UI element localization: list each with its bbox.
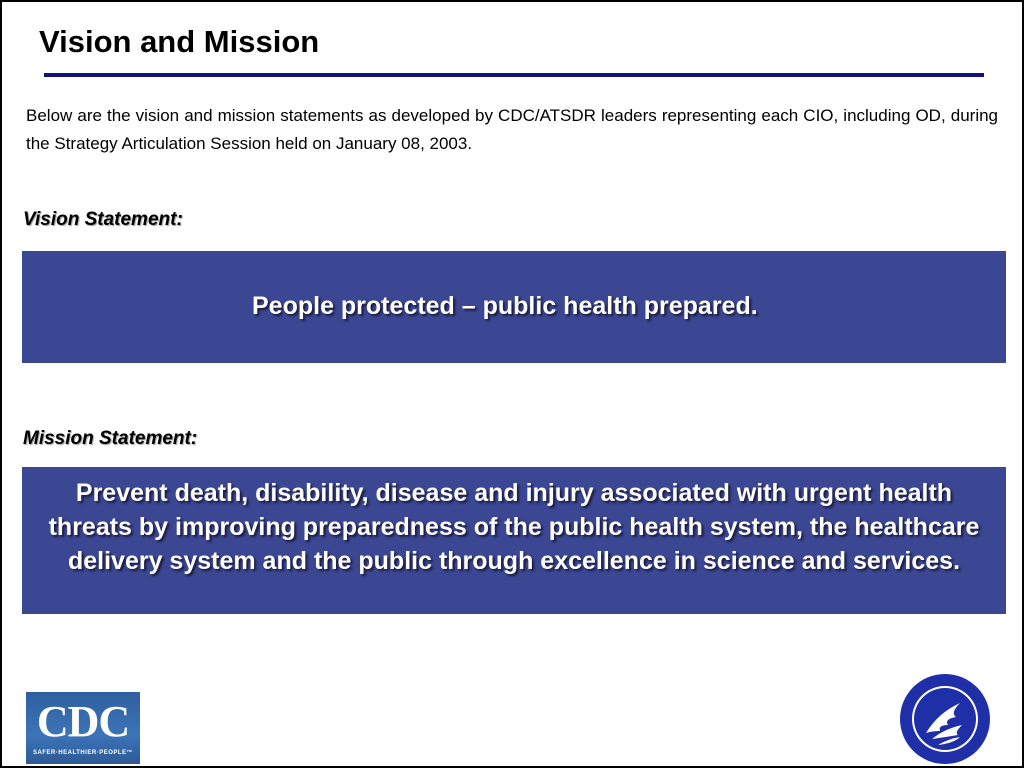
vision-label: Vision Statement: <box>23 209 183 230</box>
cdc-logo-letters: CDC <box>36 697 130 746</box>
vision-statement-box <box>22 251 1006 363</box>
mission-statement-box <box>22 467 1006 614</box>
title-divider <box>44 73 984 77</box>
vision-statement-text: People protected – public health prepared. <box>252 292 758 320</box>
mission-statement-text: Prevent death, disability, disease and injury associated with urgent health threats by improving preparedness of the public health system, the healthcare delivery system and the public through excellence in science and services. <box>48 479 980 575</box>
cdc-logo <box>26 692 140 764</box>
cdc-logo-tagline: SAFER·HEALTHIER·PEOPLE™ <box>32 750 134 756</box>
mission-label: Mission Statement: <box>23 428 198 449</box>
intro-paragraph: Below are the vision and mission statements as developed by CDC/ATSDR leaders representing each CIO, including OD, during the Strategy Articulation Session held on January 08, 2003. <box>26 106 998 153</box>
page-title: Vision and Mission <box>39 24 320 59</box>
hhs-eagle-seal-icon <box>898 673 992 765</box>
